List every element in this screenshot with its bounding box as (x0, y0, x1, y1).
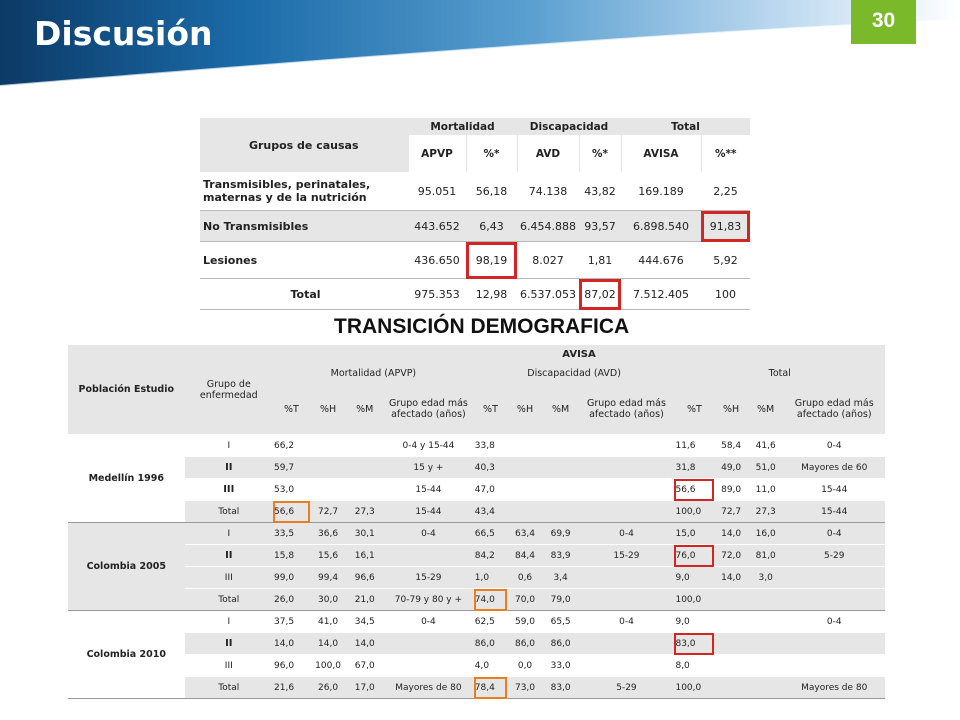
table-cell: 66,5 (474, 523, 507, 545)
table-cell (714, 611, 747, 633)
table-cell: 53,0 (273, 479, 310, 501)
col-pct-3: %** (701, 135, 750, 172)
table-cell: 15-29 (383, 567, 474, 589)
table-cell: 7.512.405 (621, 279, 701, 310)
table-cell: 79,0 (543, 589, 579, 611)
table-row (200, 211, 750, 242)
row-label: No Transmisibles (200, 211, 408, 242)
slide-header (0, 0, 960, 90)
col-avd: AVD (517, 135, 579, 172)
table-cell: 15,8 (273, 545, 310, 567)
population-label: Medellín 1996 (68, 435, 185, 523)
highlighted-cell: 76,0 (674, 545, 714, 567)
group-label: Total (185, 589, 273, 611)
table-cell: 15-44 (383, 501, 474, 523)
row-label: Total (200, 279, 408, 310)
table-row (68, 589, 885, 611)
group-label: II (185, 633, 273, 655)
table-cell: 67,0 (346, 655, 383, 677)
table-cell: 70,0 (507, 589, 543, 611)
highlighted-cell: 98,19 (466, 242, 517, 279)
table-cell: 14,0 (273, 633, 310, 655)
table-cell: 12,98 (466, 279, 517, 310)
table-cell: 444.676 (621, 242, 701, 279)
col-avisa: AVISA (621, 135, 701, 172)
highlighted-cell: 78,4 (474, 677, 507, 699)
table-cell: 16,0 (748, 523, 784, 545)
group-label: III (185, 655, 273, 677)
group-label: I (185, 611, 273, 633)
table-cell: 5-29 (783, 545, 885, 567)
table-cell: 11,6 (674, 435, 714, 457)
table-cell: 96,6 (346, 567, 383, 589)
table-cell: 66,2 (273, 435, 310, 457)
table-cell (748, 633, 784, 655)
highlighted-cell: 56,6 (674, 479, 714, 501)
header-mortality: Mortalidad (APVP) (273, 363, 474, 384)
table-cell: 96,0 (273, 655, 310, 677)
table-cell: 36,6 (310, 523, 347, 545)
table-row (68, 435, 885, 457)
table-row (200, 242, 750, 279)
table-cell: 14,0 (346, 633, 383, 655)
table-cell: 81,0 (748, 545, 784, 567)
table-cell: 14,0 (310, 633, 347, 655)
group-label: Total (185, 677, 273, 699)
table-cell: 93,57 (579, 211, 621, 242)
header-age-group: Grupo edad más afectado (años) (383, 384, 474, 435)
table-cell: 11,0 (748, 479, 784, 501)
table-cell (578, 435, 674, 457)
highlighted-cell: 87,02 (579, 279, 621, 310)
table-cell (383, 655, 474, 677)
table-row (68, 633, 885, 655)
table-cell: 84,2 (474, 545, 507, 567)
table-cell (578, 501, 674, 523)
header-pct-m: %M (543, 384, 579, 435)
table-cell: 0-4 (383, 611, 474, 633)
table-cell: 15,6 (310, 545, 347, 567)
table-row (200, 279, 750, 310)
table-cell (346, 479, 383, 501)
header-pct-h: %H (507, 384, 543, 435)
col-group-discapacidad: Discapacidad (517, 118, 621, 135)
table-cell (543, 435, 579, 457)
table-cell (714, 655, 747, 677)
table-cell: 15-44 (783, 501, 885, 523)
table-cell (310, 457, 347, 479)
table-row (68, 457, 885, 479)
table-cell: 5,92 (701, 242, 750, 279)
table-cell: 95.051 (408, 172, 466, 211)
table-cell: 100,0 (674, 589, 714, 611)
table-cell (783, 567, 885, 589)
table-cell: 8.027 (517, 242, 579, 279)
group-label: I (185, 523, 273, 545)
header-pct-t: %T (674, 384, 714, 435)
table-cell: 5-29 (578, 677, 674, 699)
table-cell: 15 y + (383, 457, 474, 479)
table-cell (783, 589, 885, 611)
population-label: Colombia 2010 (68, 611, 185, 699)
table-cell: 31,8 (674, 457, 714, 479)
table-cell: 100,0 (310, 655, 347, 677)
table-cell: 17,0 (346, 677, 383, 699)
table-cell (543, 501, 579, 523)
table-cell: 21,0 (346, 589, 383, 611)
table-cell: 26,0 (310, 677, 347, 699)
table-cell (578, 633, 674, 655)
table-cell: 3,4 (543, 567, 579, 589)
table-cell (748, 655, 784, 677)
header-population: Población Estudio (68, 345, 185, 435)
header-avisa: AVISA (273, 345, 885, 363)
header-pct-h: %H (310, 384, 347, 435)
table-cell: 65,5 (543, 611, 579, 633)
table-cell: 30,0 (310, 589, 347, 611)
table-cell: 89,0 (714, 479, 747, 501)
table-cell: 436.650 (408, 242, 466, 279)
population-label: Colombia 2005 (68, 523, 185, 611)
table-cell: 43,82 (579, 172, 621, 211)
table-cell: 1,81 (579, 242, 621, 279)
table-cell: 86,0 (543, 633, 579, 655)
table-cell: 100 (701, 279, 750, 310)
table-cell: 86,0 (507, 633, 543, 655)
table-cell: 1,0 (474, 567, 507, 589)
table-cell (310, 435, 347, 457)
table-cell: 83,0 (543, 677, 579, 699)
table-cell: 43,4 (474, 501, 507, 523)
table-cell (507, 435, 543, 457)
table-cell (748, 589, 784, 611)
header-age-group: Grupo edad más afectado (años) (578, 384, 674, 435)
table-cell: 33,0 (543, 655, 579, 677)
table-cell: 99,0 (273, 567, 310, 589)
highlighted-cell: 91,83 (701, 211, 750, 242)
header-disease-group: Grupo de enfermedad (185, 345, 273, 435)
table-cell: 84,4 (507, 545, 543, 567)
table-cell: 6.454.888 (517, 211, 579, 242)
table-cell: 0-4 (578, 611, 674, 633)
highlighted-cell: 74,0 (474, 589, 507, 611)
table-cell: 56,18 (466, 172, 517, 211)
table-cell: 443.652 (408, 211, 466, 242)
group-label: I (185, 435, 273, 457)
table-cell: 15,0 (674, 523, 714, 545)
table-cell (578, 589, 674, 611)
table-cell (714, 677, 747, 699)
group-label: III (185, 567, 273, 589)
table-cell (578, 567, 674, 589)
table-cell (578, 457, 674, 479)
header-pct-t: %T (273, 384, 310, 435)
table-cell: 63,4 (507, 523, 543, 545)
table-cell: 975.353 (408, 279, 466, 310)
table-cell: 74.138 (517, 172, 579, 211)
table-row (68, 545, 885, 567)
table-cell: 0-4 y 15-44 (383, 435, 474, 457)
table-cell: 0-4 (578, 523, 674, 545)
causes-group-header: Grupos de causas (200, 118, 408, 172)
table-row (68, 677, 885, 699)
table-cell: 30,1 (346, 523, 383, 545)
table-cell (346, 435, 383, 457)
table-cell: 72,7 (310, 501, 347, 523)
table-cell (543, 479, 579, 501)
col-pct-2: %* (579, 135, 621, 172)
table-cell: 99,4 (310, 567, 347, 589)
table-cell: Mayores de 80 (383, 677, 474, 699)
table-cell: 40,3 (474, 457, 507, 479)
header-pct-h: %H (714, 384, 747, 435)
table-cell: 15-44 (783, 479, 885, 501)
row-label: Transmisibles, perinatales, maternas y de la nutrición (200, 172, 408, 211)
col-apvp: APVP (408, 135, 466, 172)
table-row (200, 172, 750, 211)
table-cell: 72,7 (714, 501, 747, 523)
table-cell: 14,0 (714, 523, 747, 545)
table-cell (346, 457, 383, 479)
section-subtitle: TRANSICIÓN DEMOGRAFICA (334, 315, 630, 338)
table-cell: 21,6 (273, 677, 310, 699)
table-row (68, 501, 885, 523)
table-row (68, 655, 885, 677)
table-cell (507, 457, 543, 479)
table-cell: 0-4 (783, 523, 885, 545)
table-cell: 69,9 (543, 523, 579, 545)
header-pct-t: %T (474, 384, 507, 435)
table-cell: 59,0 (507, 611, 543, 633)
table-cell: 3,0 (748, 567, 784, 589)
table-cell (543, 457, 579, 479)
table-cell: 0-4 (783, 435, 885, 457)
table-cell: 6.898.540 (621, 211, 701, 242)
table-row (68, 523, 885, 545)
table-cell: Mayores de 80 (783, 677, 885, 699)
table-cell: 100,0 (674, 501, 714, 523)
table-cell (714, 633, 747, 655)
table-cell: 73,0 (507, 677, 543, 699)
transition-table (68, 345, 885, 699)
header-pct-m: %M (748, 384, 784, 435)
header-pct-m: %M (346, 384, 383, 435)
table-cell: 26,0 (273, 589, 310, 611)
table-cell (383, 545, 474, 567)
row-label: Lesiones (200, 242, 408, 279)
table-cell: 4,0 (474, 655, 507, 677)
table-cell (507, 479, 543, 501)
table-cell: 6.537.053 (517, 279, 579, 310)
table-cell: 47,0 (474, 479, 507, 501)
table-cell: 37,5 (273, 611, 310, 633)
table-cell: 33,5 (273, 523, 310, 545)
table-cell (783, 633, 885, 655)
group-label: Total (185, 501, 273, 523)
table-cell: 15-44 (383, 479, 474, 501)
table-cell: 34,5 (346, 611, 383, 633)
table-cell: 100,0 (674, 677, 714, 699)
table-cell: Mayores de 60 (783, 457, 885, 479)
table-cell: 72,0 (714, 545, 747, 567)
table-cell: 14,0 (714, 567, 747, 589)
table-cell: 33,8 (474, 435, 507, 457)
header-total: Total (674, 363, 885, 384)
table-cell: 41,0 (310, 611, 347, 633)
table-cell (578, 655, 674, 677)
transition-table-body (68, 435, 885, 699)
slide-title: Discusión (34, 14, 213, 53)
table-cell: 58,4 (714, 435, 747, 457)
table-cell: 169.189 (621, 172, 701, 211)
table-cell: 0,0 (507, 655, 543, 677)
group-label: II (185, 545, 273, 567)
table-cell: 49,0 (714, 457, 747, 479)
table-cell: 9,0 (674, 567, 714, 589)
col-pct-1: %* (466, 135, 517, 172)
table-cell: 59,7 (273, 457, 310, 479)
table-cell: 6,43 (466, 211, 517, 242)
group-label: II (185, 457, 273, 479)
table-cell: 70-79 y 80 y + (383, 589, 474, 611)
table-cell (783, 655, 885, 677)
col-group-mortalidad: Mortalidad (408, 118, 517, 135)
table-cell: 16,1 (346, 545, 383, 567)
header-age-group: Grupo edad más afectado (años) (783, 384, 885, 435)
table-cell: 41,6 (748, 435, 784, 457)
header-disability: Discapacidad (AVD) (474, 363, 675, 384)
table-cell (578, 479, 674, 501)
table-cell: 27,3 (346, 501, 383, 523)
table-cell (310, 479, 347, 501)
page-number-badge: 30 (851, 0, 916, 44)
table-cell: 15-29 (578, 545, 674, 567)
table-row (68, 611, 885, 633)
table-cell: 0-4 (783, 611, 885, 633)
table-cell (383, 633, 474, 655)
group-label: III (185, 479, 273, 501)
table-cell: 83,9 (543, 545, 579, 567)
table-cell: 2,25 (701, 172, 750, 211)
table-cell (714, 589, 747, 611)
table-row (68, 567, 885, 589)
causes-table (200, 118, 750, 310)
table-cell: 62,5 (474, 611, 507, 633)
table-cell: 51,0 (748, 457, 784, 479)
table-cell: 86,0 (474, 633, 507, 655)
table-cell (507, 501, 543, 523)
highlighted-cell: 56,6 (273, 501, 310, 523)
table-row (68, 479, 885, 501)
table-cell: 0-4 (383, 523, 474, 545)
table-cell: 8,0 (674, 655, 714, 677)
table-cell (748, 677, 784, 699)
table-cell: 9,0 (674, 611, 714, 633)
table-cell: 27,3 (748, 501, 784, 523)
col-group-total: Total (621, 118, 750, 135)
highlighted-cell: 83,0 (674, 633, 714, 655)
table-cell (748, 611, 784, 633)
table-cell: 0,6 (507, 567, 543, 589)
